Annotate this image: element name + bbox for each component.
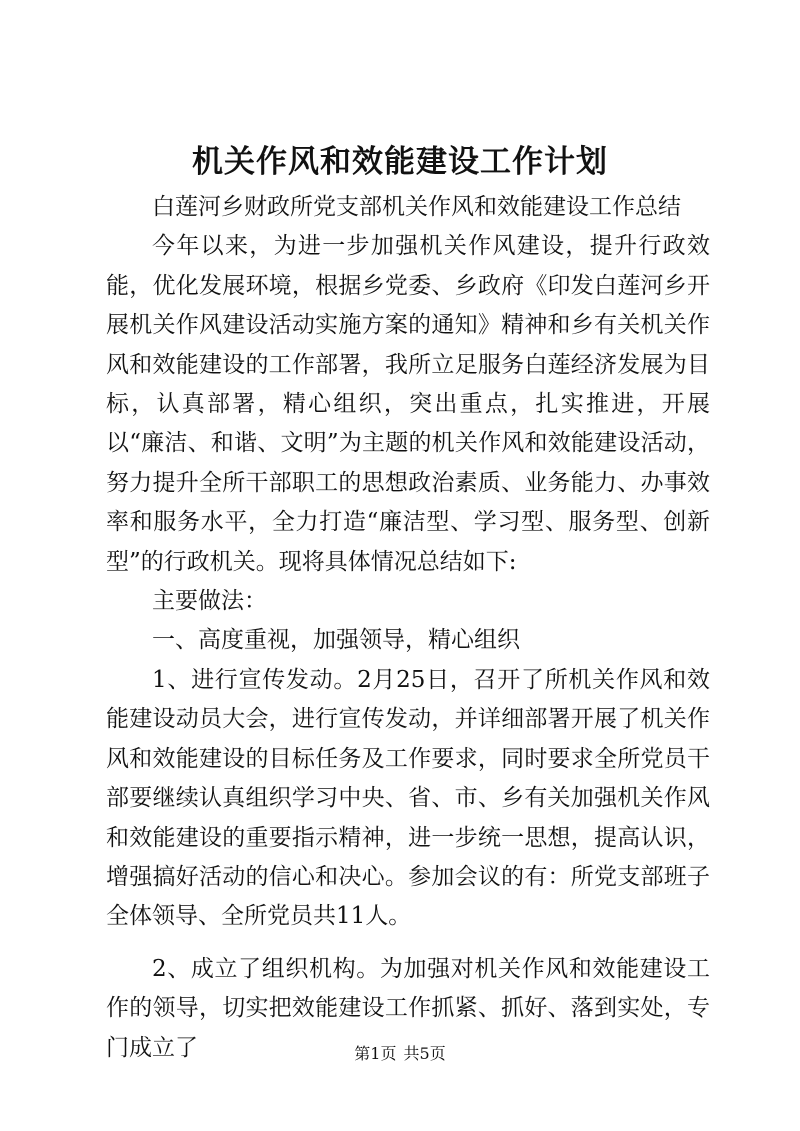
item-1-paragraph: 1、进行宣传发动。2月25日，召开了所机关作风和效能建设动员大会，进行宣传发动，并详细部署开展了机关作风和效能建设的目标任务及工作要求，同时要求全所党员干部要继续认真组织学习中央、省、市、乡有关加强机关作风和效能建设的重要指示精神，进一步统一思想，提高认识，增强搞好活动的信心和决心。参加会议的有：所党支部班子全体领导、全所党员共11人。 (106, 666, 710, 930)
intro-paragraph: 今年以来，为进一步加强机关作风建设，提升行政效能，优化发展环境，根据乡党委、乡政府《印发白莲河乡开展机关作风建设活动实施方案的通知》精神和乡有关机关作风和效能建设的工作部署，我所立足服务白莲经济发展为目标，认真部署，精心组织，突出重点，扎实推进，开展以“廉洁、和谐、文明”为主题的机关作风和效能建设活动，努力提升全所干部职工的思想政治素质、业务能力、办事效率和服务水平，全力打造“廉洁型、学习型、服务型、创新型”的行政机关。现将具体情况总结如下: (106, 233, 710, 575)
page-footer: 第1页 共5页 (354, 1044, 446, 1063)
section-label-paragraph: 主要做法： (152, 588, 267, 615)
item-2-paragraph: 2、成立了组织机构。为加强对机关作风和效能建设工作的领导，切实把效能建设工作抓紧、抓好、落到实处，专门成立了 (106, 955, 710, 1061)
page-title: 机关作风和效能建设工作计划 (192, 144, 608, 180)
section-heading-paragraph: 一、高度重视，加强领导，精心组织 (152, 627, 520, 654)
subtitle-paragraph: 白莲河乡财政所党支部机关作风和效能建设工作总结 (152, 194, 681, 220)
document-body (106, 188, 710, 1068)
